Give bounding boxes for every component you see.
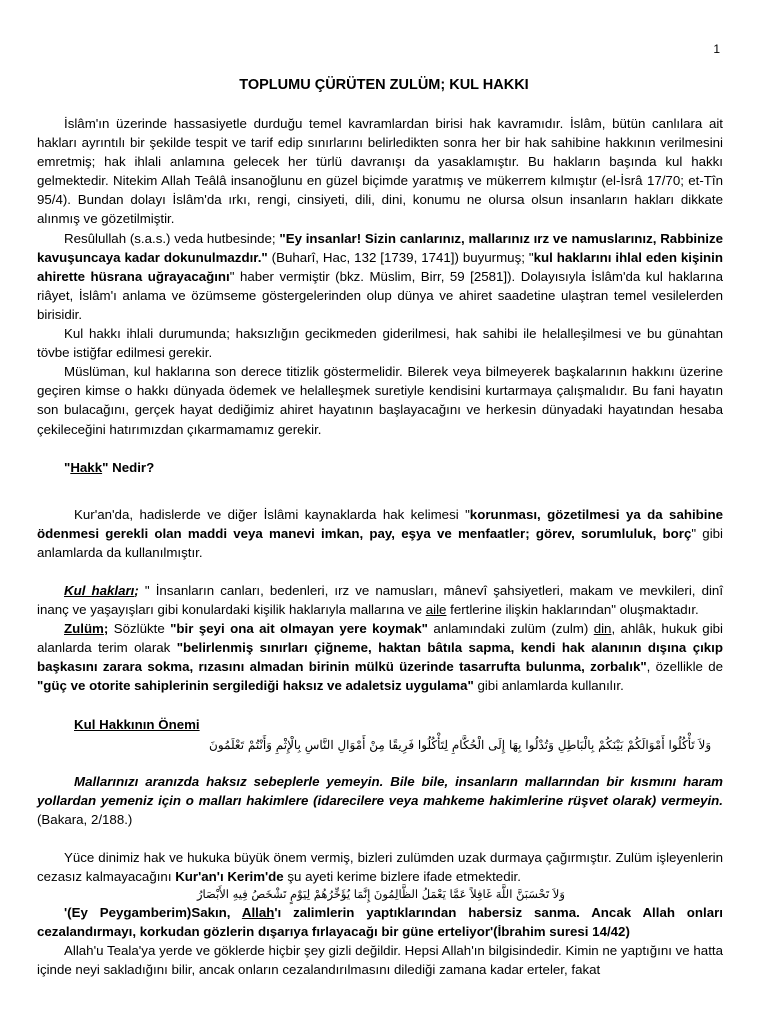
- bold-phrase: "bir şeyi ona ait olmayan yere koymak": [170, 621, 428, 637]
- bold-phrase: korunması, gözetilmesi ya da sahibine ödenmesi gerekli olan maddi veya manevi imkan, pay, eşya ve menfaatler; görev, sorumluluk, borç: [37, 506, 723, 541]
- text-run: Resûlullah (s.a.s.) veda hutbesinde;: [64, 230, 280, 246]
- intro-paragraph-2: [37, 229, 723, 324]
- bold-phrase: "belirlenmiş sınırları çiğneme, haktan bâtıla sapma, kendi hak alanının dışına çıkıp başkasını zarara sokma, rızasını almadan birinin mülkü üzerinde tasarrufta bulunma, zorbalık": [37, 640, 723, 675]
- text-run: anlamındaki zulüm (zulm): [428, 621, 594, 637]
- intro-paragraph-4: Müslüman, kul haklarına son derece titizlik göstermelidir. Bilerek veya bilmeyerek başkalarının hakkını üzerine geçiren kimse o hakkı dünyada ödemek ve helalleşmek suretiyle kendisini kurtarmaya çalışmalıdır. Bu fani hayatın son bulacağını, gerçek hayat dediğimiz ahiret hayatının başlayacağını ve herkesin dünyadaki hayatından hesaba çekileceğini hatırımızdan çıkarmamamız gerekir.: [37, 364, 723, 437]
- bold-phrase: Kur'an'ı Kerim'de: [175, 869, 284, 884]
- text-run: fertlerine ilişkin haklarından" oluşmaktadır.: [446, 602, 699, 618]
- text-run: " İnsanların canları, bedenleri, ırz ve namusları, mânevî şahsiyetleri, makam ve mevkileri, dinî inanç ve yaşayışları gibi konulardaki kişilik haklarıyla mallarına ve: [37, 582, 724, 618]
- text-run: , ahlâk, hukuk gibi alanlarda terim olarak: [37, 621, 724, 656]
- din-word: din: [593, 621, 612, 637]
- intro-paragraph-3: Kul hakkı ihlali durumunda; haksızlığın gecikmeden giderilmesi, hak sahibi ile helalleşilmesi ve bu günahtan tövbe istiğfar edilmesi gerekir.: [37, 326, 723, 361]
- hak-definition-paragraph: [37, 505, 723, 562]
- text-run: gibi anlamlarda kullanılır.: [473, 678, 624, 694]
- allah-word: Allah: [241, 905, 275, 921]
- aile-word: aile: [425, 602, 447, 618]
- last-paragraph: Allah'u Teala'ya yerde ve göklerde hiçbir şey gizli değildir. Hepsi Allah'ın bilgisindedir. Kimin ne yaptığını ve hatta içinde neyi sakladığını bilir, ancak onların cezalandırılmasını dilediği zamana kadar erteler, fakat: [37, 943, 723, 978]
- text-run: " Nedir?: [102, 459, 155, 475]
- verse-translation: [37, 772, 723, 829]
- kul-haklari-label: Kul hakları: [64, 582, 135, 598]
- text-run: '(Ey Peygamberim)Sakın,: [64, 905, 242, 921]
- text-run: " gibi anlamlarda da kullanılmıştır.: [37, 525, 723, 560]
- separator: ;: [134, 582, 145, 598]
- onem-heading: Kul Hakkının Önemi: [74, 716, 200, 732]
- translation-text: Mallarınızı aranızda haksız sebeplerle yemeyin. Bile bile, insanların mallarından bir kısmını haram yollardan yemeniz için o malları hakimlere (idarecilere veya mahkeme hakimlerine rüşvet olarak) vermeyin.: [37, 773, 723, 808]
- hakk-word: Hakk: [70, 459, 103, 475]
- text-run: , özellikle de: [646, 659, 724, 675]
- text-run: " haber vermiştir (bkz. Müslim, Birr, 59 [2581]). Dolayısıyla İslâm'da kul haklarına riâyet, İslâm'ı anlama ve özümseme göstergelerinden olup dünya ve ahiret saadetine ulaştran temel vesilelerden birisidir.: [37, 268, 723, 322]
- text-run: şu ayeti kerime bizlere ifade etmektedir.: [283, 869, 521, 884]
- verse-source: (Bakara, 2/188.): [37, 811, 133, 827]
- text-run: Sözlükte: [113, 621, 171, 637]
- bold-phrase: "güç ve otorite sahiplerinin sergilediği haksız ve adaletsiz uygulama": [37, 678, 474, 694]
- kul-haklari-paragraph: [37, 581, 723, 619]
- separator: ;: [103, 621, 114, 637]
- bold-phrase: kul haklarını ihlal eden kişinin ahirette hüsrana uğrayacağını: [37, 249, 723, 284]
- zulum-paragraph: [37, 619, 723, 695]
- intro-paragraph-1: İslâm'ın üzerinde hassasiyetle durduğu temel kavramlardan birisi hak kavramıdır. İslâm, bütün canlılara ait hakları ayrıntılı bir şekilde tespit ve tarif edip sınırlarını belirledikten sonra her bir hak sahibine hakkının verilmesini emretmiş; hak ihlali anlamına gelecek her türlü davranışı da yasaklamıştır. Bu hakların başında kul hakkı gelmektedir. Nitekim Allah Teâlâ insanoğlunu en güzel biçimde yaratmış ve mükerrem kılmıştır (el-İsrâ 17/70; et-Tîn 95/4). Bundan dolayı İslâm'da ırkı, rengi, cinsiyeti, dili, dini, konumu ne olursa olsun insanların hakları dikkate alınmış ve gözetilmiştir.: [37, 116, 723, 227]
- ibrahim-translation: [37, 903, 723, 941]
- zulum-label: Zulüm: [64, 621, 104, 637]
- hak-heading: [37, 458, 723, 477]
- text-run: (Buharî, Hac, 132 [1739, 1741]) buyurmuş; ": [267, 249, 534, 265]
- text-run: ": [64, 459, 71, 475]
- page-number: 1: [713, 42, 720, 56]
- document-body: [37, 114, 723, 979]
- text-run: Yüce dinimiz hak ve hukuka büyük önem vermiş, bizleri zulümden uzak durmaya çağırmıştır. Zulüm işleyenlerin cezasız kalmayacağını: [37, 849, 723, 884]
- arabic-verse-ibrahim: وَلاَ تَحْسَبَنَّ اللَّهَ غَافِلاً عَمَّا يَعْمَلُ الظَّالِمُونَ إِنَّمَا يُؤَخِّرُهُمْ لِيَوْمٍ تَشْخَصُ فِيهِ الأَبْصَارُ: [197, 887, 565, 902]
- text-run: 'ı zalimlerin yaptıklarından habersiz sanma. Ancak Allah onları cezalandırmayı, korkudan gözlerin dışarıya fırlayacağı bir güne erteliyor'(İbrahim suresi 14/42): [37, 905, 724, 940]
- arabic-verse-bakara: وَلاَ تَأْكُلُوا أَمْوَالَكُمْ بَيْنَكُمْ بِالْبَاطِلِ وَتُدْلُوا بِهَا إِلَى الْحُكَّامِ لِتَأْكُلُوا فَرِيقًا مِنْ أَمْوَالِ النَّاسِ بِالْإِثْمِ وَأَنْتُمْ تَعْلَمُونَ: [209, 737, 712, 752]
- text-run: Kur'an'da, hadislerde ve diğer İslâmi kaynaklarda hak kelimesi ": [74, 506, 470, 522]
- page-title: TOPLUMU ÇÜRÜTEN ZULÜM; KUL HAKKI: [239, 77, 529, 93]
- hadith-quote: "Ey insanlar! Sizin canlarınız, mallarınız ırz ve namuslarınız, Rabbinize kavuşuncaya kadar dokunulmazdır.": [37, 230, 723, 265]
- onem-paragraph: [37, 848, 723, 886]
